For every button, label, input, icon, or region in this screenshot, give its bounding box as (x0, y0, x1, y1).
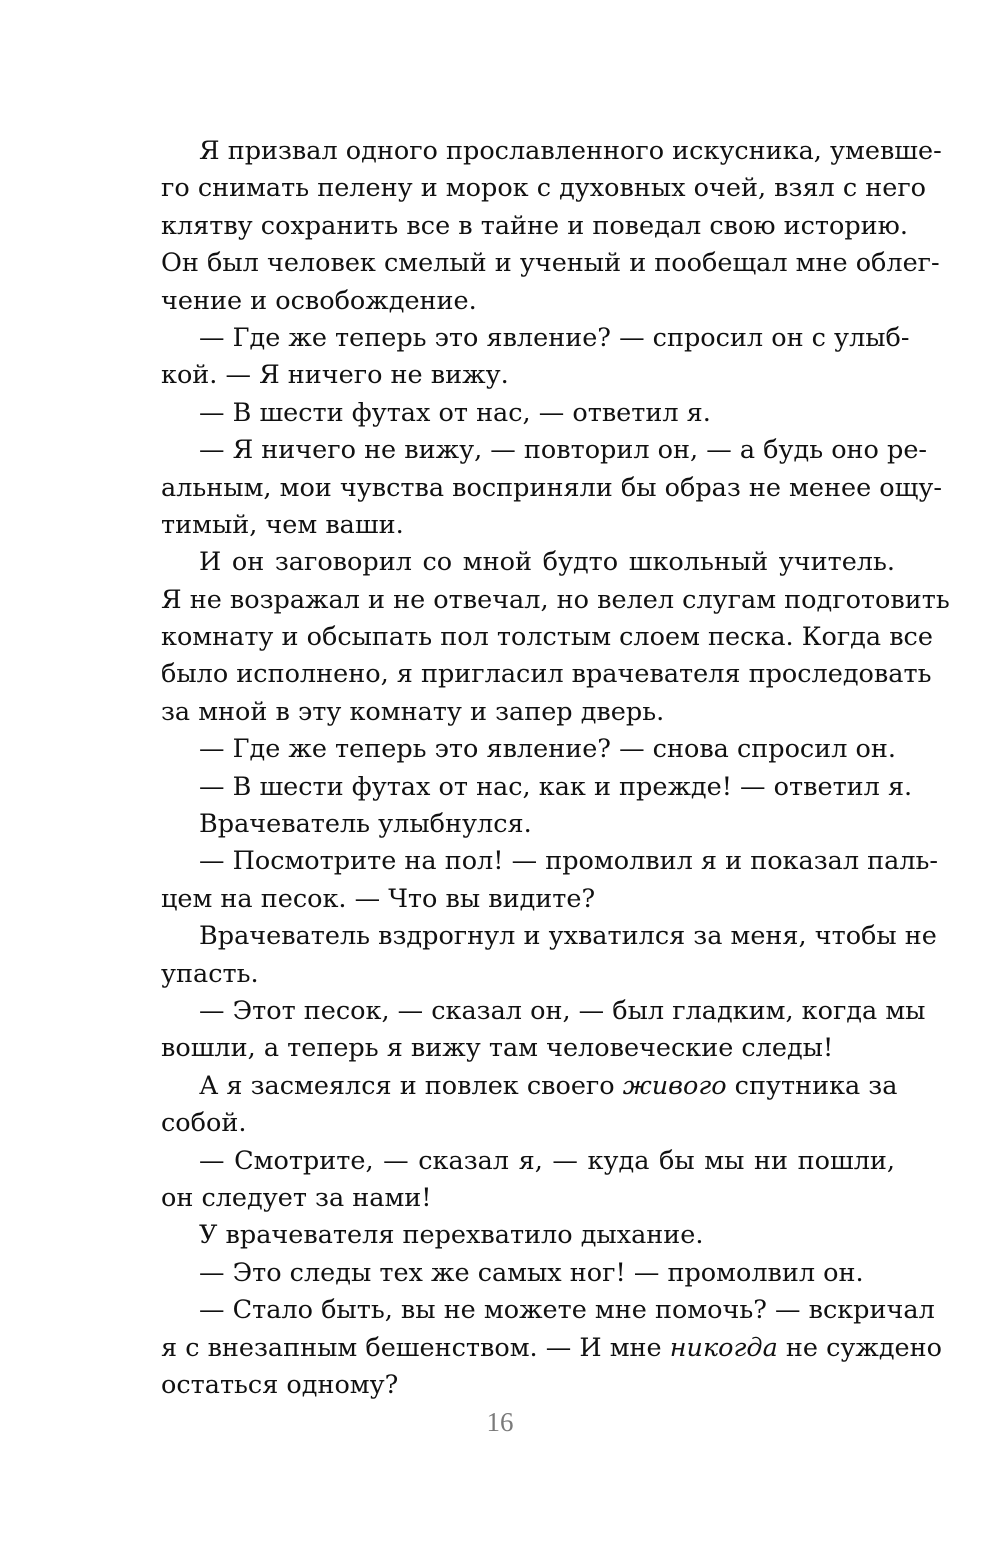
text-line: было исполнено, я пригласил врачевателя проследовать (161, 659, 932, 690)
text-run: А я засмеялся и повлек своего (199, 1070, 623, 1101)
text-line: Я призвал одного прославленного искусника, умевше- (199, 136, 942, 166)
text-line: — Стало быть, вы не можете мне помочь? — вскричал (199, 1295, 935, 1326)
text-line: альным, мои чувства восприняли бы образ не менее ощу- (161, 472, 942, 503)
body-text (161, 133, 950, 1404)
text-line: цем на песок. — Что вы видите? (161, 883, 596, 914)
text-line: комнату и обсыпать пол толстым слоем песка. Когда все (161, 622, 933, 653)
text-line: клятву сохранить все в тайне и поведал свою историю. (161, 210, 908, 241)
text-run: я с внезапным бешенством. — И мне (161, 1332, 670, 1363)
text-line: кой. — Я ничего не вижу. (161, 360, 509, 391)
text-line: Я не возражал и не отвечал, но велел слугам подготовить (161, 584, 950, 615)
text-line: Он был человек смелый и ученый и пообещал мне облег- (161, 248, 940, 279)
text-line: тимый, чем ваши. (161, 509, 404, 540)
italic-word: никогда (669, 1332, 778, 1363)
text-line: вошли, а теперь я вижу там человеческие следы! (161, 1033, 834, 1064)
text-line: Врачеватель улыбнулся. (199, 809, 532, 840)
text-line: го снимать пелену и морок с духовных очей, взял с него (161, 173, 927, 204)
text-line: — Посмотрите на пол! — промолвил я и показал паль- (199, 846, 939, 877)
text-line (161, 1068, 898, 1105)
text-line: И он заговорил со мной будто школьный учитель. (199, 547, 895, 578)
text-line: чение и освобождение. (161, 285, 477, 316)
text-line: за мной в эту комнату и запер дверь. (161, 696, 665, 727)
text-line: — Этот песок, — сказал он, — был гладким, когда мы (199, 995, 926, 1026)
text-line: упасть. (161, 958, 259, 989)
text-line: — Это следы тех же самых ног! — промолвил он. (199, 1257, 864, 1288)
page-number: 16 (486, 1407, 514, 1437)
text-line: — В шести футах от нас, как и прежде! — ответил я. (199, 771, 913, 802)
text-line: — Где же теперь это явление? — спросил он с улыб- (199, 322, 910, 353)
text-line: — Где же теперь это явление? — снова спросил он. (199, 734, 896, 765)
text-line: собой. (161, 1108, 247, 1139)
text-line: Врачеватель вздрогнул и ухватился за меня, чтобы не (199, 921, 937, 952)
text-line: — В шести футах от нас, — ответил я. (199, 397, 711, 428)
text-line: — Смотрите, — сказал я, — куда бы мы ни пошли, (199, 1145, 895, 1176)
text-run: не суждено (777, 1332, 942, 1363)
text-line: У врачевателя перехватило дыхание. (199, 1220, 704, 1251)
text-line: — Я ничего не вижу, — повторил он, — а будь оно ре- (199, 435, 928, 466)
italic-word: живого (622, 1070, 727, 1101)
text-run: спутника за (726, 1070, 898, 1101)
text-line (161, 1330, 942, 1367)
text-line: остаться одному? (161, 1369, 399, 1400)
text-line: он следует за нами! (161, 1182, 432, 1213)
